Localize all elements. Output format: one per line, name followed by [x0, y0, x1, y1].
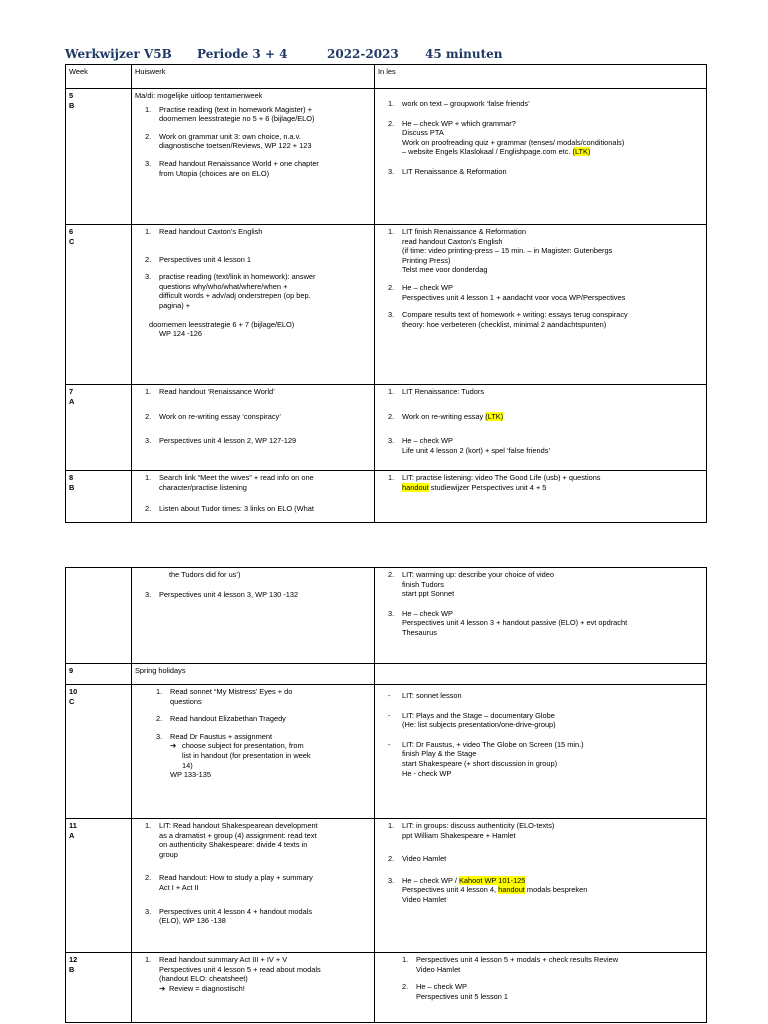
homework-cell — [132, 685, 375, 819]
list-item: 1. work on text – groupwork ‘false friends’ — [388, 99, 530, 108]
table-row — [66, 568, 707, 664]
list-item: 3. He – check WP / Kahoot WP 101-125 Perspectives unit 4 lesson 4, handout modals bespreken Video Hamlet — [388, 875, 588, 904]
highlight-handout: handout — [402, 482, 429, 492]
week-cell: 10 C — [66, 685, 132, 819]
list-item: - LIT: Dr Faustus, + video The Globe on Screen (15 min.) finish Play & the Stage start Shakespeare (+ short discussion in group) He - check WP — [388, 739, 584, 778]
homework-cell: Spring holidays — [132, 664, 375, 685]
list-item: 3. Read Dr Faustus + assignment ➔ choose subject for presentation, from list in handout (for presentation in week 14) WP 133-135 — [156, 731, 311, 780]
list-item: 2. He – check WP Perspectives unit 4 lesson 1 + aandacht voor voca WP/Perspectives — [388, 282, 626, 302]
list-item: 1. Read handout ‘Renaissance World’ — [145, 387, 275, 396]
week-cell: 5 B — [66, 89, 132, 225]
table-row — [66, 664, 707, 685]
document-header — [65, 47, 705, 63]
table-row — [66, 685, 707, 819]
doc-duration: 45 minuten — [425, 47, 503, 61]
list-item: - LIT: Plays and the Stage – documentary Globe (He: list subjects presentation/one-drive-group) — [388, 710, 556, 730]
list-item: 2. He – check WP Perspectives unit 5 lesson 1 — [402, 982, 509, 1001]
list-item: 2. Listen about Tudor times: 3 links on ELO (What — [145, 504, 314, 514]
homework-cell — [132, 385, 375, 471]
list-item: 2. Perspectives unit 4 lesson 1 — [145, 254, 252, 264]
list-item: 1. Read sonnet “My Mistress’ Eyes + do questions — [156, 687, 293, 706]
in-class-cell — [375, 225, 707, 385]
doc-title: Werkwijzer V5B — [65, 47, 172, 61]
col-header-week: Week — [66, 65, 132, 89]
list-item: 1. LIT Renaissance: Tudors — [388, 387, 485, 396]
week-cell: 8 B — [66, 471, 132, 523]
highlight-kahoot: Kahoot WP 101-125 — [458, 875, 526, 885]
list-item: 1. LIT: in groups: discuss authenticity (ELO-texts) ppt William Shakespeare + Hamlet — [388, 821, 555, 840]
arrow-right-icon: ➔ — [159, 983, 166, 993]
list-item: 1. Perspectives unit 4 lesson 5 + modals + check results Review Video Hamlet — [402, 955, 619, 974]
list-item: 2. He – check WP + which grammar? Discuss PTA Work on proofreading quiz + grammar (tenses/ modals/conditionals) – website Engels Klaslokaal / Englishpage.com etc. (LTK) — [388, 118, 625, 157]
in-class-cell — [375, 953, 707, 1023]
in-class-cell — [375, 568, 707, 664]
homework-cell — [132, 819, 375, 953]
list-item: 3. He – check WP Life unit 4 lesson 2 (kort) + spel ‘false friends’ — [388, 436, 551, 455]
list-item: 3. Compare results text of homework + writing: essays terug conspiracy theory: hoe verbeteren (checklist, minimal 2 aandachtspunten) — [388, 310, 628, 329]
in-class-cell — [375, 685, 707, 819]
table-row — [66, 89, 707, 225]
list-item: 2. Read handout Elizabethan Tragedy — [156, 714, 286, 724]
list-item: 3. practise reading (text/link in homework): answer questions why/who/what/where/when + difficult words + adv/adj onderstrepen (op bep. pagina) + doornemen leesstrategie 6 + 7 (bijlage/ELO) WP 124 -126 — [145, 272, 316, 339]
in-class-cell — [375, 385, 707, 471]
list-item: 3. Perspectives unit 4 lesson 3, WP 130 -132 — [145, 589, 299, 599]
col-header-homework: Huiswerk — [132, 65, 375, 89]
list-item: 1. LIT: Read handout Shakespearean development as a dramatist + group (4) assignment: read text on authenticity Shakespeare: divide 4 texts in group — [145, 821, 318, 859]
week-cell: 9 — [66, 664, 132, 685]
col-header-in-class: In les — [375, 65, 707, 89]
homework-cell — [132, 225, 375, 385]
list-item: 2. LIT: warming up: describe your choice of video finish Tudors start ppt Sonnet — [388, 570, 554, 599]
homework-cell: the Tudors did for us’) 3. Perspectives unit 4 lesson 3, WP 130 -132 — [132, 568, 375, 664]
list-item: 3. Perspectives unit 4 lesson 2, WP 127-129 — [145, 436, 297, 446]
arrow-right-icon: ➔ — [170, 741, 177, 751]
table-row — [66, 471, 707, 523]
list-item: 2. Work on re-writing essay (LTK) — [388, 411, 504, 421]
table-row — [66, 385, 707, 471]
week-cell: 6 C — [66, 225, 132, 385]
list-item: 2. Read handout: How to study a play + summary Act I + Act II — [145, 873, 313, 892]
table-row — [66, 953, 707, 1023]
list-item: - LIT: sonnet lesson — [388, 691, 462, 700]
list-item: 3. Read handout Renaissance World + one chapter from Utopia (choices are on ELO) — [145, 158, 319, 178]
list-item: 1. Read handout Caxton’s English — [145, 227, 263, 236]
week-cell: 7 A — [66, 385, 132, 471]
in-class-cell — [375, 664, 707, 685]
schedule-table-page-1 — [65, 64, 707, 523]
week-cell: 12 B — [66, 953, 132, 1023]
doc-period: Periode 3 + 4 — [197, 47, 288, 61]
highlight-ltk: (LTK) — [572, 147, 591, 157]
table-row — [66, 225, 707, 385]
homework-cell: Ma/di: mogelijke uitloop tentamenweek 1. Practise reading (text in homework Magister) + doornemen leesstrategie no 5 + 6 (bijlage/ELO) 2. Work on grammar unit 3: own choice, n.a.v. diagnostische toetsen/Reviews, WP 122 + 123 3. Read handout Renaissance World + one chapter from Utopia (choices are on ELO) — [132, 89, 375, 225]
highlight-handout: handout — [498, 885, 525, 895]
list-item: 2. Work on re-writing essay ‘conspiracy’ — [145, 411, 281, 421]
table-row — [66, 819, 707, 953]
in-class-cell — [375, 471, 707, 523]
list-item: 1. LIT finish Renaissance & Reformation read handout Caxton’s English (if time: video printing-press – 15 min. – in Magister: Gutenbergs Printing Press) Telst mee voor donderdag — [388, 227, 613, 275]
list-item: 3. Perspectives unit 4 lesson 4 + handout modals (ELO), WP 136 -138 — [145, 906, 313, 926]
list-item: 2. Video Hamlet — [388, 854, 447, 864]
homework-cell — [132, 471, 375, 523]
in-class-cell — [375, 89, 707, 225]
homework-cell — [132, 953, 375, 1023]
list-item: 3. He – check WP Perspectives unit 4 lesson 3 + handout passive (ELO) + evt opdracht Thesaurus — [388, 608, 628, 637]
week-cell — [66, 568, 132, 664]
list-item: 1. Search link “Meet the wives” + read info on one character/practise listening — [145, 473, 314, 492]
table-header-row — [66, 65, 707, 89]
list-item: 1. LIT: practise listening: video The Good Life (usb) + questions handout studiewijzer Perspectives unit 4 + 5 — [388, 473, 601, 492]
doc-year: 2022-2023 — [327, 47, 399, 61]
list-item: 1. Practise reading (text in homework Magister) + doornemen leesstrategie no 5 + 6 (bijlage/ELO) — [145, 104, 315, 124]
schedule-table-page-2 — [65, 567, 707, 1023]
list-item: 2. Work on grammar unit 3: own choice, n.a.v. diagnostische toetsen/Reviews, WP 122 + 123 — [145, 131, 312, 151]
highlight-ltk: (LTK) — [485, 411, 504, 421]
in-class-cell — [375, 819, 707, 953]
list-item: 3. LIT Renaissance & Reformation — [388, 166, 507, 176]
week-cell: 11 A — [66, 819, 132, 953]
list-item: 1. Read handout summary Act III + IV + V Perspectives unit 4 lesson 5 + read about modals (handout ELO: cheatsheet) ➔ Review = diagnostisch! — [145, 955, 321, 993]
